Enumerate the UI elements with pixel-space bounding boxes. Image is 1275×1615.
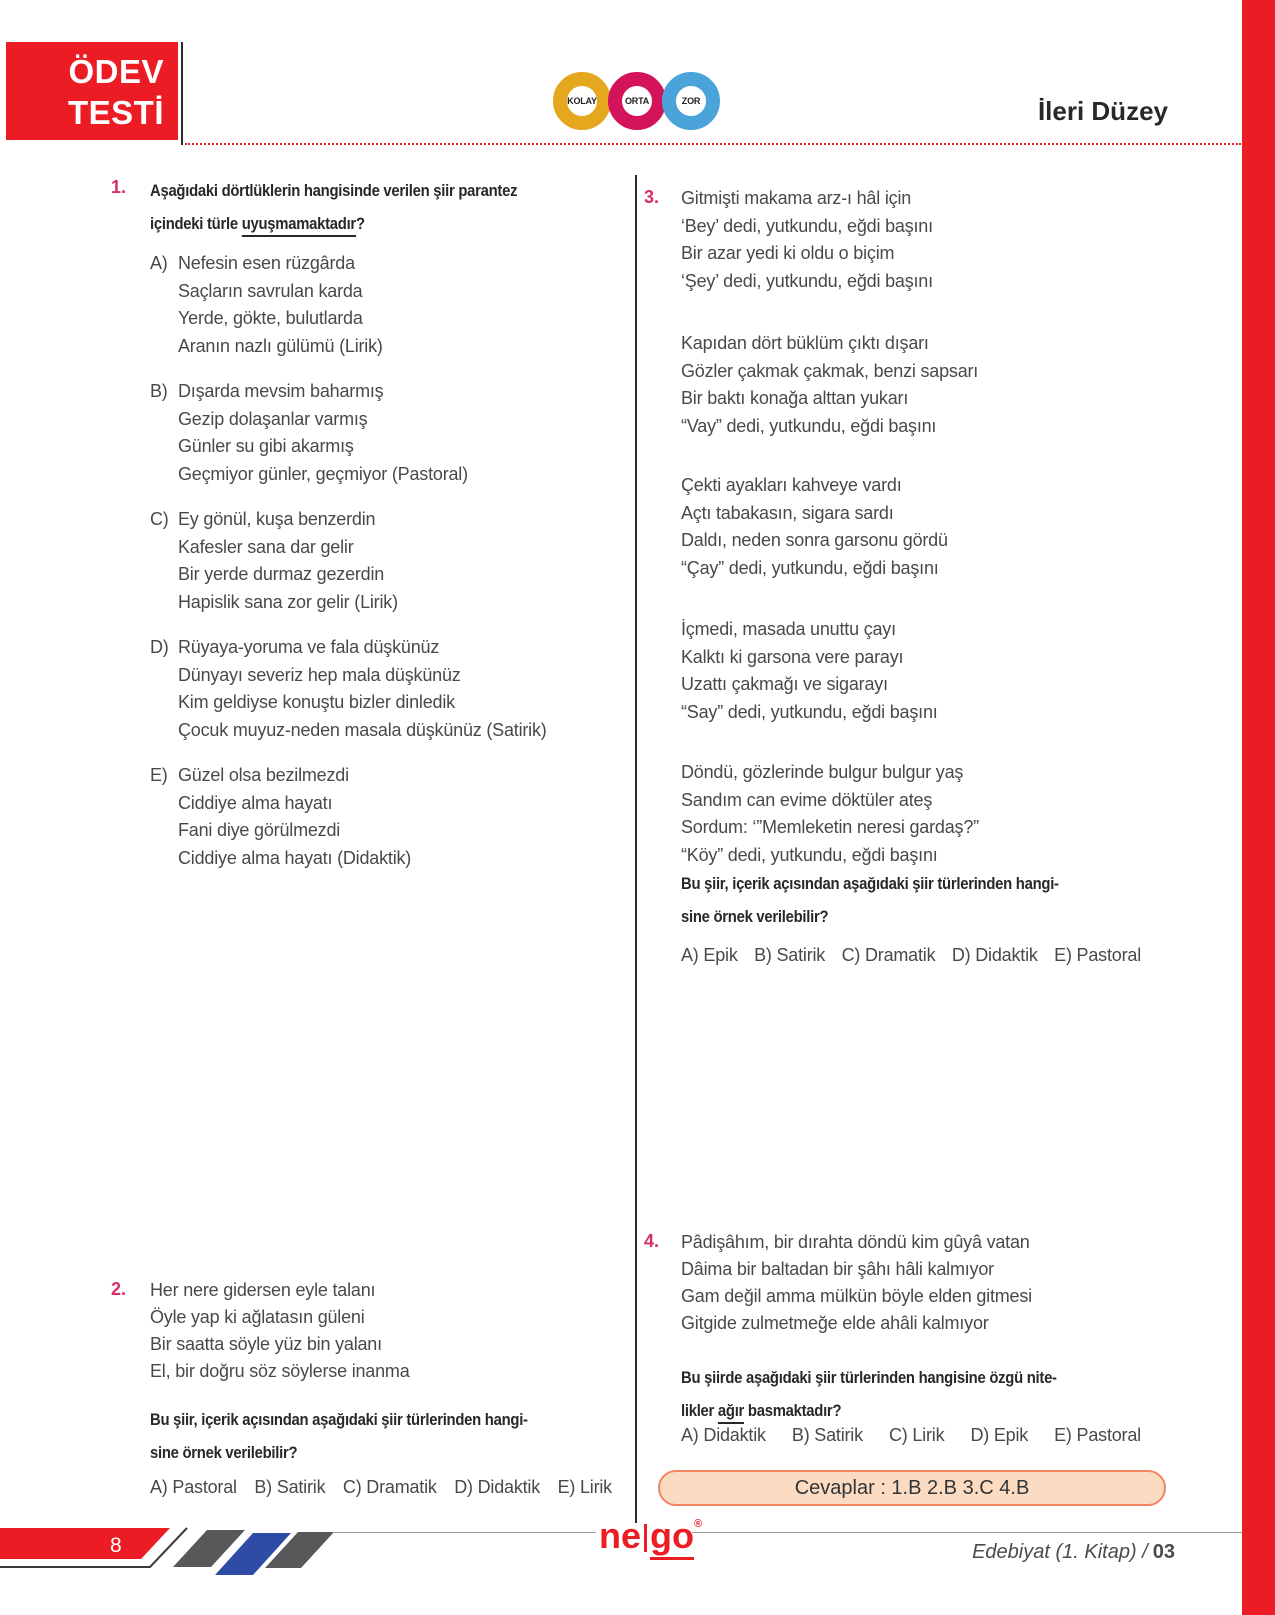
choice-item: D) Epik: [970, 1425, 1029, 1445]
choice-item: C) Lirik: [888, 1425, 945, 1445]
poem-line: Açtı tabakasın, sigara sardı: [681, 502, 894, 523]
stem-line: likler ağır basmaktadır?: [681, 1395, 1057, 1428]
poem-line: Kalktı ki garsona vere parayı: [681, 646, 904, 667]
poem-line: Gam değil amma mülkün böyle elden gitmesi: [681, 1286, 1032, 1306]
stem-line: Bu şiir, içerik açısından aşağıdaki şiir türlerinden hangi-: [150, 1411, 528, 1429]
q1-option-c: [150, 506, 398, 616]
underlined-word: uyuşmamaktadır: [242, 215, 356, 237]
option-letter: A): [150, 253, 168, 273]
q1-stem: [150, 175, 517, 241]
poem-line: Kapıdan dört büklüm çıktı dışarı: [681, 333, 929, 353]
underlined-word: ağır: [718, 1402, 744, 1424]
choice-item: B) Satirik: [791, 1425, 863, 1445]
q3-choices: [681, 945, 1141, 966]
answers-label: Cevaplar : 1.B 2.B 3.C 4.B: [794, 1476, 1030, 1499]
option-letter: E): [150, 765, 168, 785]
poem-line: Daldı, neden sonra garsonu gördü: [681, 530, 948, 550]
header-dashed-rule: [185, 143, 1241, 145]
logo-go: go: [650, 1515, 694, 1560]
q1-number: 1.: [111, 177, 127, 197]
footer-book-info: [972, 1541, 1175, 1564]
poem-line: Saçların savrulan karda: [178, 280, 363, 301]
poem-line: Rüyaya-yoruma ve fala düşkünüz: [178, 637, 440, 657]
badge-label: KOLAY: [567, 96, 597, 106]
badge-label: ORTA: [624, 96, 650, 106]
q3-stanza-3: [681, 472, 948, 582]
poem-line: “Çay” dedi, yutkundu, eğdi başını: [681, 557, 939, 578]
poem-line: Hapislik sana zor gelir (Lirik): [178, 591, 398, 612]
poem-line: Yerde, gökte, bulutlarda: [178, 308, 363, 328]
footer-rule-left: [333, 1532, 596, 1533]
stem-line: sine örnek verilebilir?: [681, 908, 829, 926]
poem-line: Güzel olsa bezilmezdi: [178, 765, 349, 785]
poem-line: Gezip dolaşanlar varmış: [178, 408, 368, 429]
poem-line: Sordum: ‘”Memleketin neresi gardaş?”: [681, 817, 979, 837]
poem-line: Bir yerde durmaz gezerdin: [178, 564, 385, 584]
poem-line: Fani diye görülmezdi: [178, 820, 341, 840]
poem-line: Döndü, gözlerinde bulgur bulgur yaş: [681, 762, 964, 782]
choice-item: A) Didaktik: [681, 1425, 766, 1445]
page-number-band: [0, 1528, 170, 1559]
poem-line: Kafesler sana dar gelir: [178, 536, 354, 557]
q3-stanza-2: [681, 330, 978, 440]
q3-stanza-1: [681, 185, 933, 295]
footer-book-number: 03: [1152, 1541, 1175, 1563]
poem-line: Ciddiye alma hayatı: [178, 792, 333, 813]
stem-line: Bu şiirde aşağıdaki şiir türlerinden hangisine özgü nite-: [681, 1369, 1057, 1387]
q3-number: 3.: [644, 187, 660, 207]
footer-rule-right: [692, 1532, 1242, 1533]
footer-book-label: Edebiyat (1. Kitap) /: [972, 1541, 1148, 1563]
poem-line: Nefesin esen rüzgârda: [178, 253, 355, 273]
stem-line: Bu şiir, içerik açısından aşağıdaki şiir türlerinden hangi-: [681, 875, 1059, 893]
nego-logo: [599, 1515, 702, 1560]
q3-stem: [681, 868, 1059, 934]
q4-stem: [681, 1362, 1057, 1428]
poem-line: Günler su gibi akarmış: [178, 436, 354, 456]
difficulty-badge-kolay: [553, 72, 611, 130]
choice-item: B) Satirik: [254, 1477, 326, 1497]
poem-line: ‘Bey’ dedi, yutkundu, eğdi başını: [681, 215, 933, 236]
poem-line: Kim geldiyse konuştu bizler dinledik: [178, 692, 455, 712]
difficulty-badge-orta: [608, 72, 666, 130]
poem-line: Aranın nazlı gülümü (Lirik): [178, 335, 383, 356]
q4-number: 4.: [644, 1231, 660, 1251]
poem-line: Dışarda mevsim baharmış: [178, 381, 384, 401]
footer-decor: [0, 1522, 340, 1582]
poem-line: İçmedi, masada unuttu çayı: [681, 619, 896, 639]
difficulty-badge-zor: [662, 72, 720, 130]
logo-separator: [644, 1524, 647, 1552]
poem-line: Dünyayı severiz hep mala düşkünüz: [178, 664, 461, 685]
poem-line: Bir baktı konağa alttan yukarı: [681, 388, 909, 408]
badge-label: ZOR: [681, 96, 701, 106]
poem-line: Gitmişti makama arz-ı hâl için: [681, 188, 912, 208]
choice-item: E) Pastoral: [1054, 945, 1141, 965]
q1-option-b: [150, 378, 468, 488]
poem-line: Ciddiye alma hayatı (Didaktik): [178, 847, 412, 868]
poem-line: Dâima bir baltadan bir şâhı hâli kalmıyor: [681, 1259, 994, 1279]
poem-line: “Köy” dedi, yutkundu, eğdi başını: [681, 844, 938, 865]
q1-option-a: [150, 250, 383, 360]
level-label: İleri Düzey: [1037, 96, 1168, 126]
poem-line: Bir azar yedi ki oldu o biçim: [681, 243, 895, 263]
q4-choices: [681, 1425, 1141, 1446]
poem-line: Gitgide zulmetmeğe elde ahâli kalmıyor: [681, 1313, 989, 1333]
page-number: 8: [110, 1534, 122, 1557]
option-letter: C): [150, 509, 169, 529]
stem-line: Aşağıdaki dörtlüklerin hangisinde verilen şiir parantez: [150, 182, 518, 200]
poem-line: ‘Şey’ dedi, yutkundu, eğdi başını: [681, 270, 933, 291]
page-right-red-bar: [1242, 0, 1275, 1615]
stem-line: içindeki türle uyuşmamaktadır?: [150, 208, 517, 241]
q1-option-d: [150, 634, 547, 744]
q2-poem: [150, 1277, 410, 1385]
q2-number: 2.: [111, 1279, 127, 1299]
header-vertical-divider: [181, 42, 183, 145]
choice-item: B) Satirik: [754, 945, 826, 965]
q3-stanza-4: [681, 616, 938, 726]
q4-poem: [681, 1229, 1032, 1337]
odev-test-label-line1: ÖDEV: [68, 53, 164, 90]
choice-item: C) Dramatik: [841, 945, 936, 965]
choice-item: E) Pastoral: [1054, 1425, 1141, 1445]
poem-line: Pâdişâhım, bir dırahta döndü kim gûyâ vatan: [681, 1232, 1030, 1252]
poem-line: Gözler çakmak çakmak, benzi sapsarı: [681, 360, 979, 381]
poem-line: “Say” dedi, yutkundu, eğdi başını: [681, 701, 938, 722]
choice-item: D) Didaktik: [454, 1477, 541, 1497]
column-divider: [635, 175, 637, 1523]
q1-option-e: [150, 762, 412, 872]
poem-line: Her nere gidersen eyle talanı: [150, 1280, 376, 1300]
option-letter: D): [150, 637, 169, 657]
poem-line: Öyle yap ki ağlatasın güleni: [150, 1307, 365, 1327]
choice-item: A) Pastoral: [150, 1477, 237, 1497]
registered-mark: ®: [694, 1518, 703, 1530]
logo-ne: ne: [599, 1515, 642, 1556]
poem-line: El, bir doğru söz söylerse inanma: [150, 1361, 410, 1381]
stem-line: sine örnek verilebilir?: [150, 1444, 298, 1462]
odev-test-label-line2: TESTİ: [67, 94, 164, 131]
odev-test-box: [6, 42, 178, 140]
choice-item: D) Didaktik: [951, 945, 1038, 965]
poem-line: Çocuk muyuz-neden masala düşkünüz (Satirik): [178, 719, 547, 740]
poem-line: Sandım can evime döktüler ateş: [681, 789, 933, 810]
q3-stanza-5: [681, 759, 979, 869]
choice-item: C) Dramatik: [342, 1477, 437, 1497]
q2-stem: [150, 1404, 528, 1470]
poem-line: Ey gönül, kuşa benzerdin: [178, 509, 376, 529]
poem-line: Bir saatta söyle yüz bin yalanı: [150, 1334, 382, 1354]
poem-line: Geçmiyor günler, geçmiyor (Pastoral): [178, 463, 468, 484]
option-letter: B): [150, 381, 168, 401]
choice-item: A) Epik: [681, 945, 738, 965]
poem-line: Çekti ayakları kahveye vardı: [681, 475, 902, 495]
answers-box: [658, 1470, 1166, 1506]
poem-line: Uzattı çakmağı ve sigarayı: [681, 674, 888, 694]
poem-line: “Vay” dedi, yutkundu, eğdi başını: [681, 415, 937, 436]
q2-choices: [150, 1477, 612, 1498]
choice-item: E) Lirik: [557, 1477, 612, 1497]
